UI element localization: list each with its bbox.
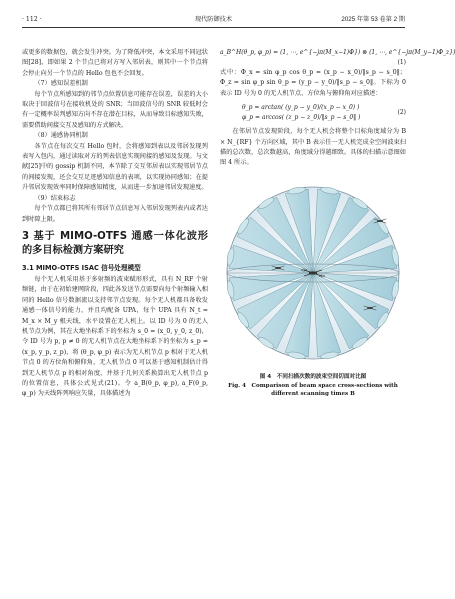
beam-cross-section-figure xyxy=(220,173,406,373)
right-column xyxy=(220,48,455,399)
figure-caption-cn: 图 4 不同扫描次数的波束空间切面对比图 xyxy=(259,373,367,380)
equation-1 xyxy=(220,48,455,68)
paragraph: 或更多的数据包，就会发生冲突。为了降低冲突，本文采用不同冠状图[28]，即如果 2 个节点已将对方写入邻居表，则其中一个节点将会停止向另一个节点的 Hello 包也不会回复。 xyxy=(22,49,208,77)
paragraph: 每个节点都已将其所有邻居节点信息写入邻居发现列表内或者达到时隙上限。 xyxy=(22,205,208,223)
page-number: · 112 · xyxy=(22,16,42,23)
list-heading: （9）结束标志 xyxy=(34,194,76,202)
paragraph: 每个无人机采用基于多射频的波束赋形形式，具有 N_RF 个射频链，由于在初始建网阶段，四此各发送节点需要向每个射频输入相同的 Hello 信号数据流以支持邻节点发现。每个无人机都具备收发通感一体信号的能力，并且均配备 UPA，每个 UPA 具有 N_t = M_x × M_y 根天线，水平设置在无人机上。以 ID 号为 0 的无人机节点为例，其在大地坐标系下的坐标为 s_0 = (x_0, y_0, z_0)，令 ID 号为 p, p ≠ 0 的无人机节点在大地坐标系下的坐标为 s_p = (x_p, y_p, z_p)，将 (θ_p, φ_p) 表示为无人机节点 p 相对于无人机节点 0 的方位角和俯仰角，无人机节点 0 可以基于感知机制估计得到无人机节点 p 的相对角度，并基于几何关系换算出无人机节点 p 的位置信息，具体公式见式(21)。令 a_B(θ_p, φ_p), a_F(θ_p, φ_p) 为天线阵列响应矢量，具体描述为 xyxy=(22,275,208,398)
paragraph: 各节点在每次交互 Hello 包时，会将感知到表以及邻居发现列表写入包内，通过读取对方的列表信息实现间接的感知及发现。与文献[25]中的 gossip 机制不同，本节除了交互邻居表以实现邻居节点的间接发现，还会交互足迹感知信息的表项，以实现协同感知；在提升邻居发现效率同时保障感知精度，从而进一步加速邻居发现速度。 xyxy=(22,142,208,192)
equation-explanation: 式中：Φ_x = sin φ_p cos θ_p = (x_p − x_0)/‖s_p − s_0‖；Φ_z = sin φ_p sin θ_p = (y_p − y_0)/‖s_p − s_0‖。下标为 0 表示 ID 号为 0 的无人机节点，方位角与俯仰角对应描述： xyxy=(220,69,406,97)
list-heading: （8）通感协同机制 xyxy=(34,132,88,140)
equation-1-body: a_B^H(θ_p, φ_p) = (1, ⋯, e^{−jπ(M_x−1)Φ}) ⊗ (1, ⋯, e^{−jπ(M_y−1)Φ_z}) xyxy=(220,49,455,56)
issue-info: 2025 年第 53 卷第 2 期 xyxy=(341,16,405,23)
paragraph: 每个节点所感知到的邻节点位置信息可能存在误差，误差的大小取决于回波信号在接收机处的 SNR；当回波信号的 SNR 较低时会有一定概率误判感知方向不存在潜在目标，从而导致目标感知失败，需要借助间接交互及感知的方式解决。 xyxy=(22,90,208,129)
equation-2-line-1: θ_p = arctan( (y_p − y_0)/(x_p − x_0) ) xyxy=(242,104,360,112)
figure-caption-en-line-2: different scanning times B xyxy=(271,391,355,398)
list-heading: （7）感知误差机制 xyxy=(34,80,88,88)
equation-2 xyxy=(242,103,406,123)
equation-2-number: (2) xyxy=(397,109,406,117)
journal-title: 现代防御技术 xyxy=(194,16,233,23)
left-column xyxy=(22,48,208,400)
subsection-title: 3.1 MIMO-OTFS ISAC 信号处理模型 xyxy=(22,263,141,272)
page-header xyxy=(22,13,405,28)
equation-1-number: (1) xyxy=(397,59,406,66)
paragraph: 在邻居节点发现阶段，每个无人机会将整个目标角度域分为 B × N_{RF} 个方向区域，其中 B 表示任一无人机完成全空间波束扫描的总次数，总次数越高，角度域分得越细致。具体的扫描示意图如图 4 所示。 xyxy=(220,128,406,167)
section-title: 3 基于 MIMO-OTFS 通感一体化波形的多目标检测方案研究 xyxy=(22,230,208,256)
equation-2-line-2: φ_p = arccos( (z_p − z_0)/‖s_p − s_0‖ ) xyxy=(242,114,361,122)
figure-caption-en-line-1: Fig. 4 Comparison of beam space cross-sections with xyxy=(228,382,398,389)
